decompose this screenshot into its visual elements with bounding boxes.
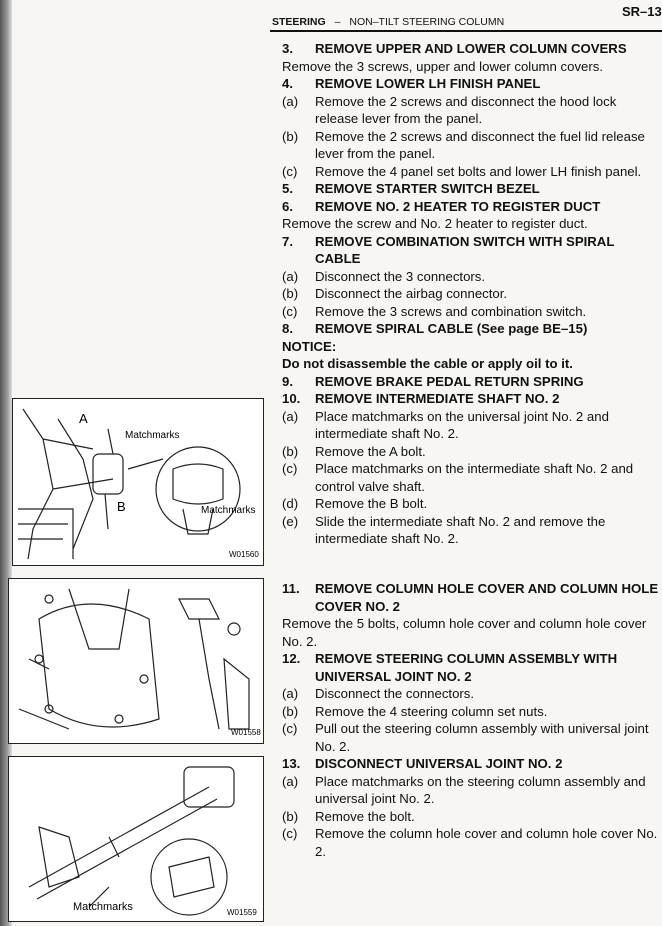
sub-step	[282, 303, 660, 321]
sub-step-label: (a)	[282, 773, 299, 789]
step-title: REMOVE STARTER SWITCH BEZEL	[315, 181, 540, 196]
sub-step-text: Disconnect the airbag connector.	[315, 286, 508, 301]
label-a: A	[79, 411, 88, 426]
sub-step	[282, 808, 660, 826]
step-title: DISCONNECT UNIVERSAL JOINT NO. 2	[315, 756, 563, 771]
step-heading	[282, 233, 660, 268]
sub-step-label: (c)	[282, 721, 298, 736]
sub-step-label: (a)	[282, 268, 299, 284]
universal-joint-illustration	[9, 757, 263, 921]
sub-step-label: (b)	[282, 703, 299, 719]
step-number: 7.	[282, 233, 293, 249]
sub-step-label: (a)	[282, 93, 299, 109]
step-heading	[282, 580, 660, 615]
step-number: 10.	[282, 391, 301, 406]
step-title: REMOVE COLUMN HOLE COVER AND COLUMN HOLE COVER NO. 2	[315, 581, 659, 614]
step-number: 5.	[282, 181, 293, 196]
step-number: 13.	[282, 756, 301, 771]
sub-step-text: Remove the A bolt.	[315, 443, 426, 459]
step-number: 12.	[282, 651, 301, 666]
sub-step-label: (e)	[282, 513, 299, 529]
paragraph: Remove the 3 screws, upper and lower column covers.	[282, 58, 604, 74]
sub-step-label: (a)	[282, 408, 299, 424]
matchmarks-label: Matchmarks	[73, 901, 133, 913]
sub-step	[282, 285, 660, 303]
sub-step-text: Remove the 4 steering column set nuts.	[315, 703, 548, 719]
sub-step	[282, 163, 660, 181]
step-number: 3.	[282, 41, 293, 56]
step-number: 4.	[282, 76, 293, 91]
paragraph: Remove the screw and No. 2 heater to register duct.	[282, 216, 588, 231]
sub-step-text: Remove the column hole cover and column hole cover No. 2.	[315, 826, 658, 859]
sub-step-label: (b)	[282, 286, 299, 301]
sub-step-text: Remove the B bolt.	[315, 496, 428, 511]
section-dash: –	[334, 16, 341, 28]
step-heading	[282, 390, 660, 408]
sub-step-text: Disconnect the 3 connectors.	[315, 268, 486, 284]
step-number: 9.	[282, 373, 293, 389]
sub-step-label: (a)	[282, 686, 299, 701]
sub-step	[282, 685, 660, 703]
step-number: 8.	[282, 321, 293, 336]
step-title: REMOVE LOWER LH FINISH PANEL	[315, 76, 541, 91]
section-header	[272, 16, 504, 28]
notice-text: Do not disassemble the cable or apply oil to it.	[282, 356, 573, 371]
page-number: SR–13	[622, 4, 662, 19]
matchmarks-label-1: Matchmarks	[125, 430, 180, 441]
matchmarks-label-2: Matchmarks	[201, 505, 256, 516]
sub-step-text: Remove the 3 screws and combination switch.	[315, 303, 587, 319]
step-title: REMOVE UPPER AND LOWER COLUMN COVERS	[315, 41, 627, 56]
step-heading	[282, 75, 660, 93]
sub-step-label: (b)	[282, 128, 299, 144]
subsection-title: NON–TILT STEERING COLUMN	[349, 16, 505, 28]
step-heading	[282, 180, 660, 198]
step-title: REMOVE INTERMEDIATE SHAFT NO. 2	[315, 391, 560, 406]
sub-step-label: (c)	[282, 163, 298, 179]
step-number: 6.	[282, 198, 293, 214]
sub-step	[282, 703, 660, 721]
sub-step	[282, 443, 660, 461]
sub-step	[282, 408, 660, 443]
step-heading	[282, 650, 660, 685]
header-rule	[270, 30, 662, 32]
step-heading	[282, 373, 660, 391]
sub-step-text: Remove the 2 screws and disconnect the hood lock release lever from the panel.	[315, 93, 617, 126]
figure-intermediate-shaft	[12, 398, 264, 566]
sub-step-text: Place matchmarks on the steering column assembly and universal joint No. 2.	[315, 773, 646, 806]
sub-step	[282, 93, 660, 128]
instruction-list-lower	[282, 580, 660, 860]
sub-step	[282, 495, 660, 513]
sub-step-label: (b)	[282, 808, 299, 824]
step-heading	[282, 320, 660, 338]
sub-step-text: Disconnect the connectors.	[315, 686, 475, 701]
figure-id: W01558	[231, 728, 261, 737]
paragraph: Remove the 5 bolts, column hole cover and column hole cover No. 2.	[282, 616, 647, 649]
sub-step	[282, 268, 660, 286]
sub-step	[282, 825, 660, 860]
sub-step-label: (c)	[282, 303, 298, 319]
section-title: STEERING	[272, 16, 326, 28]
sub-step	[282, 720, 660, 755]
step-heading	[282, 198, 660, 216]
notice-text: NOTICE:	[282, 338, 337, 354]
sub-step-text: Remove the 2 screws and disconnect the fuel lid release lever from the panel.	[315, 128, 645, 161]
step-heading	[282, 40, 660, 58]
figure-universal-joint	[8, 756, 264, 922]
step-title: REMOVE STEERING COLUMN ASSEMBLY WITH UNIVERSAL JOINT NO. 2	[315, 651, 618, 684]
step-title: REMOVE COMBINATION SWITCH WITH SPIRAL CABLE	[315, 233, 615, 266]
sub-step-label: (c)	[282, 461, 298, 476]
step-heading	[282, 755, 660, 773]
sub-step	[282, 513, 660, 548]
sub-step-text: Slide the intermediate shaft No. 2 and remove the intermediate shaft No. 2.	[315, 513, 606, 546]
figure-id: W01559	[227, 908, 257, 917]
column-hole-cover-illustration	[9, 579, 263, 743]
intermediate-shaft-illustration	[13, 399, 263, 565]
sub-step	[282, 773, 660, 808]
instruction-list-upper	[282, 40, 660, 548]
sub-step-label: (d)	[282, 496, 299, 511]
sub-step-text: Remove the 4 panel set bolts and lower LH finish panel.	[315, 163, 642, 179]
step-title: REMOVE NO. 2 HEATER TO REGISTER DUCT	[315, 198, 601, 214]
sub-step	[282, 128, 660, 163]
label-b: B	[117, 499, 126, 514]
sub-step-text: Place matchmarks on the universal joint No. 2 and intermediate shaft No. 2.	[315, 408, 609, 441]
step-number: 11.	[282, 581, 300, 596]
step-title: REMOVE SPIRAL CABLE (See page BE–15)	[315, 321, 588, 336]
sub-step	[282, 460, 660, 495]
step-title: REMOVE BRAKE PEDAL RETURN SPRING	[315, 373, 584, 389]
figure-column-hole-cover	[8, 578, 264, 744]
figure-id: W01560	[229, 550, 259, 559]
sub-step-text: Place matchmarks on the intermediate shaft No. 2 and control valve shaft.	[315, 461, 634, 494]
sub-step-text: Remove the bolt.	[315, 808, 415, 824]
sub-step-label: (c)	[282, 826, 298, 841]
sub-step-text: Pull out the steering column assembly with universal joint No. 2.	[315, 721, 649, 754]
sub-step-label: (b)	[282, 443, 299, 459]
